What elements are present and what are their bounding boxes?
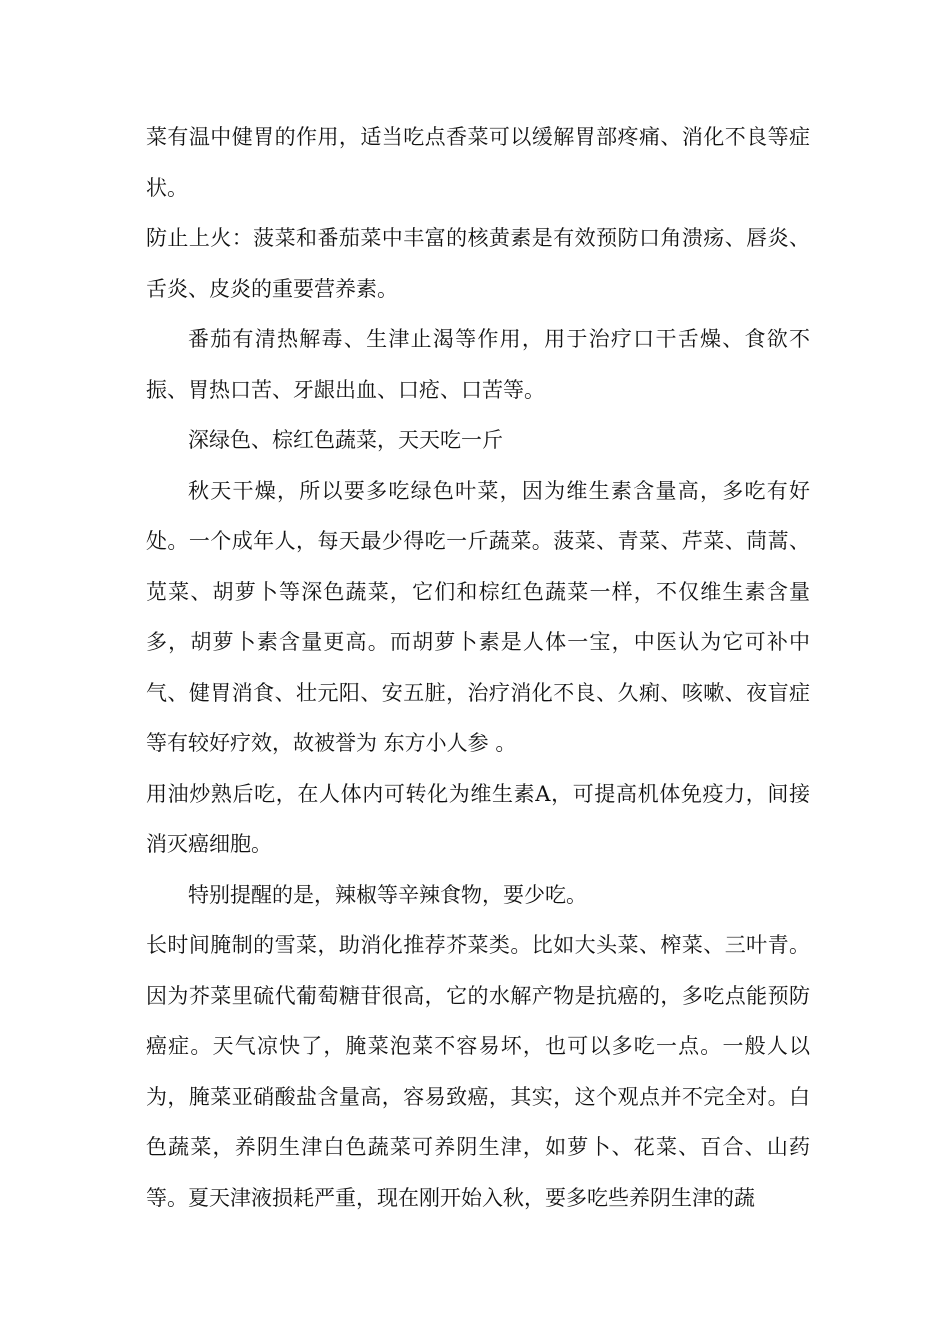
paragraph: 深绿色、棕红色蔬菜，天天吃一斤 xyxy=(188,428,503,452)
paragraph: 长时间腌制的雪菜，助消化推荐芥菜类。比如大头菜、榨菜、三叶青。因为芥菜里硫代葡萄糖苷很高，它的水解产物是抗癌的，多吃点能预防癌症。天气凉快了，腌菜泡菜不容易坏，也可以多吃一点。一般人以为，腌菜亚硝酸盐含量高，容易致癌，其实，这个观点并不完全对。白色蔬菜，养阴生津白色蔬菜可养阴生津，如萝卜、花菜、百合、山药等。夏天津液损耗严重，现在刚开始入秋，要多吃些养阴生津的蔬 xyxy=(146,933,810,1210)
paragraph: 防止上火：菠菜和番茄菜中丰富的核黄素是有效预防口角溃疡、唇炎、舌炎、皮炎的重要营养素。 xyxy=(146,226,810,301)
paragraph: 番茄有清热解毒、生津止渴等作用，用于治疗口干舌燥、食欲不振、胃热口苦、牙龈出血、口疮、口苦等。 xyxy=(146,327,810,402)
paragraph: 菜有温中健胃的作用，适当吃点香菜可以缓解胃部疼痛、消化不良等症状。 xyxy=(146,125,810,200)
paragraph: 特别提醒的是，辣椒等辛辣食物，要少吃。 xyxy=(188,882,587,907)
paragraph: 用油炒熟后吃，在人体内可转化为维生素A，可提高机体免疫力，间接消灭癌细胞。 xyxy=(146,781,810,856)
paragraph: 秋天干燥，所以要多吃绿色叶菜，因为维生素含量高，多吃有好处。一个成年人，每天最少得吃一斤蔬菜。菠菜、青菜、芹菜、茼蒿、苋菜、胡萝卜等深色蔬菜，它们和棕红色蔬菜一样，不仅维生素含量多，胡萝卜素含量更高。而胡萝卜素是人体一宝，中医认为它可补中气、健胃消食、壮元阳、安五脏，治疗消化不良、久痢、咳嗽、夜盲症等有较好疗效，故被誉为 东方小人参 。 xyxy=(146,478,810,755)
document-body xyxy=(146,112,810,1223)
